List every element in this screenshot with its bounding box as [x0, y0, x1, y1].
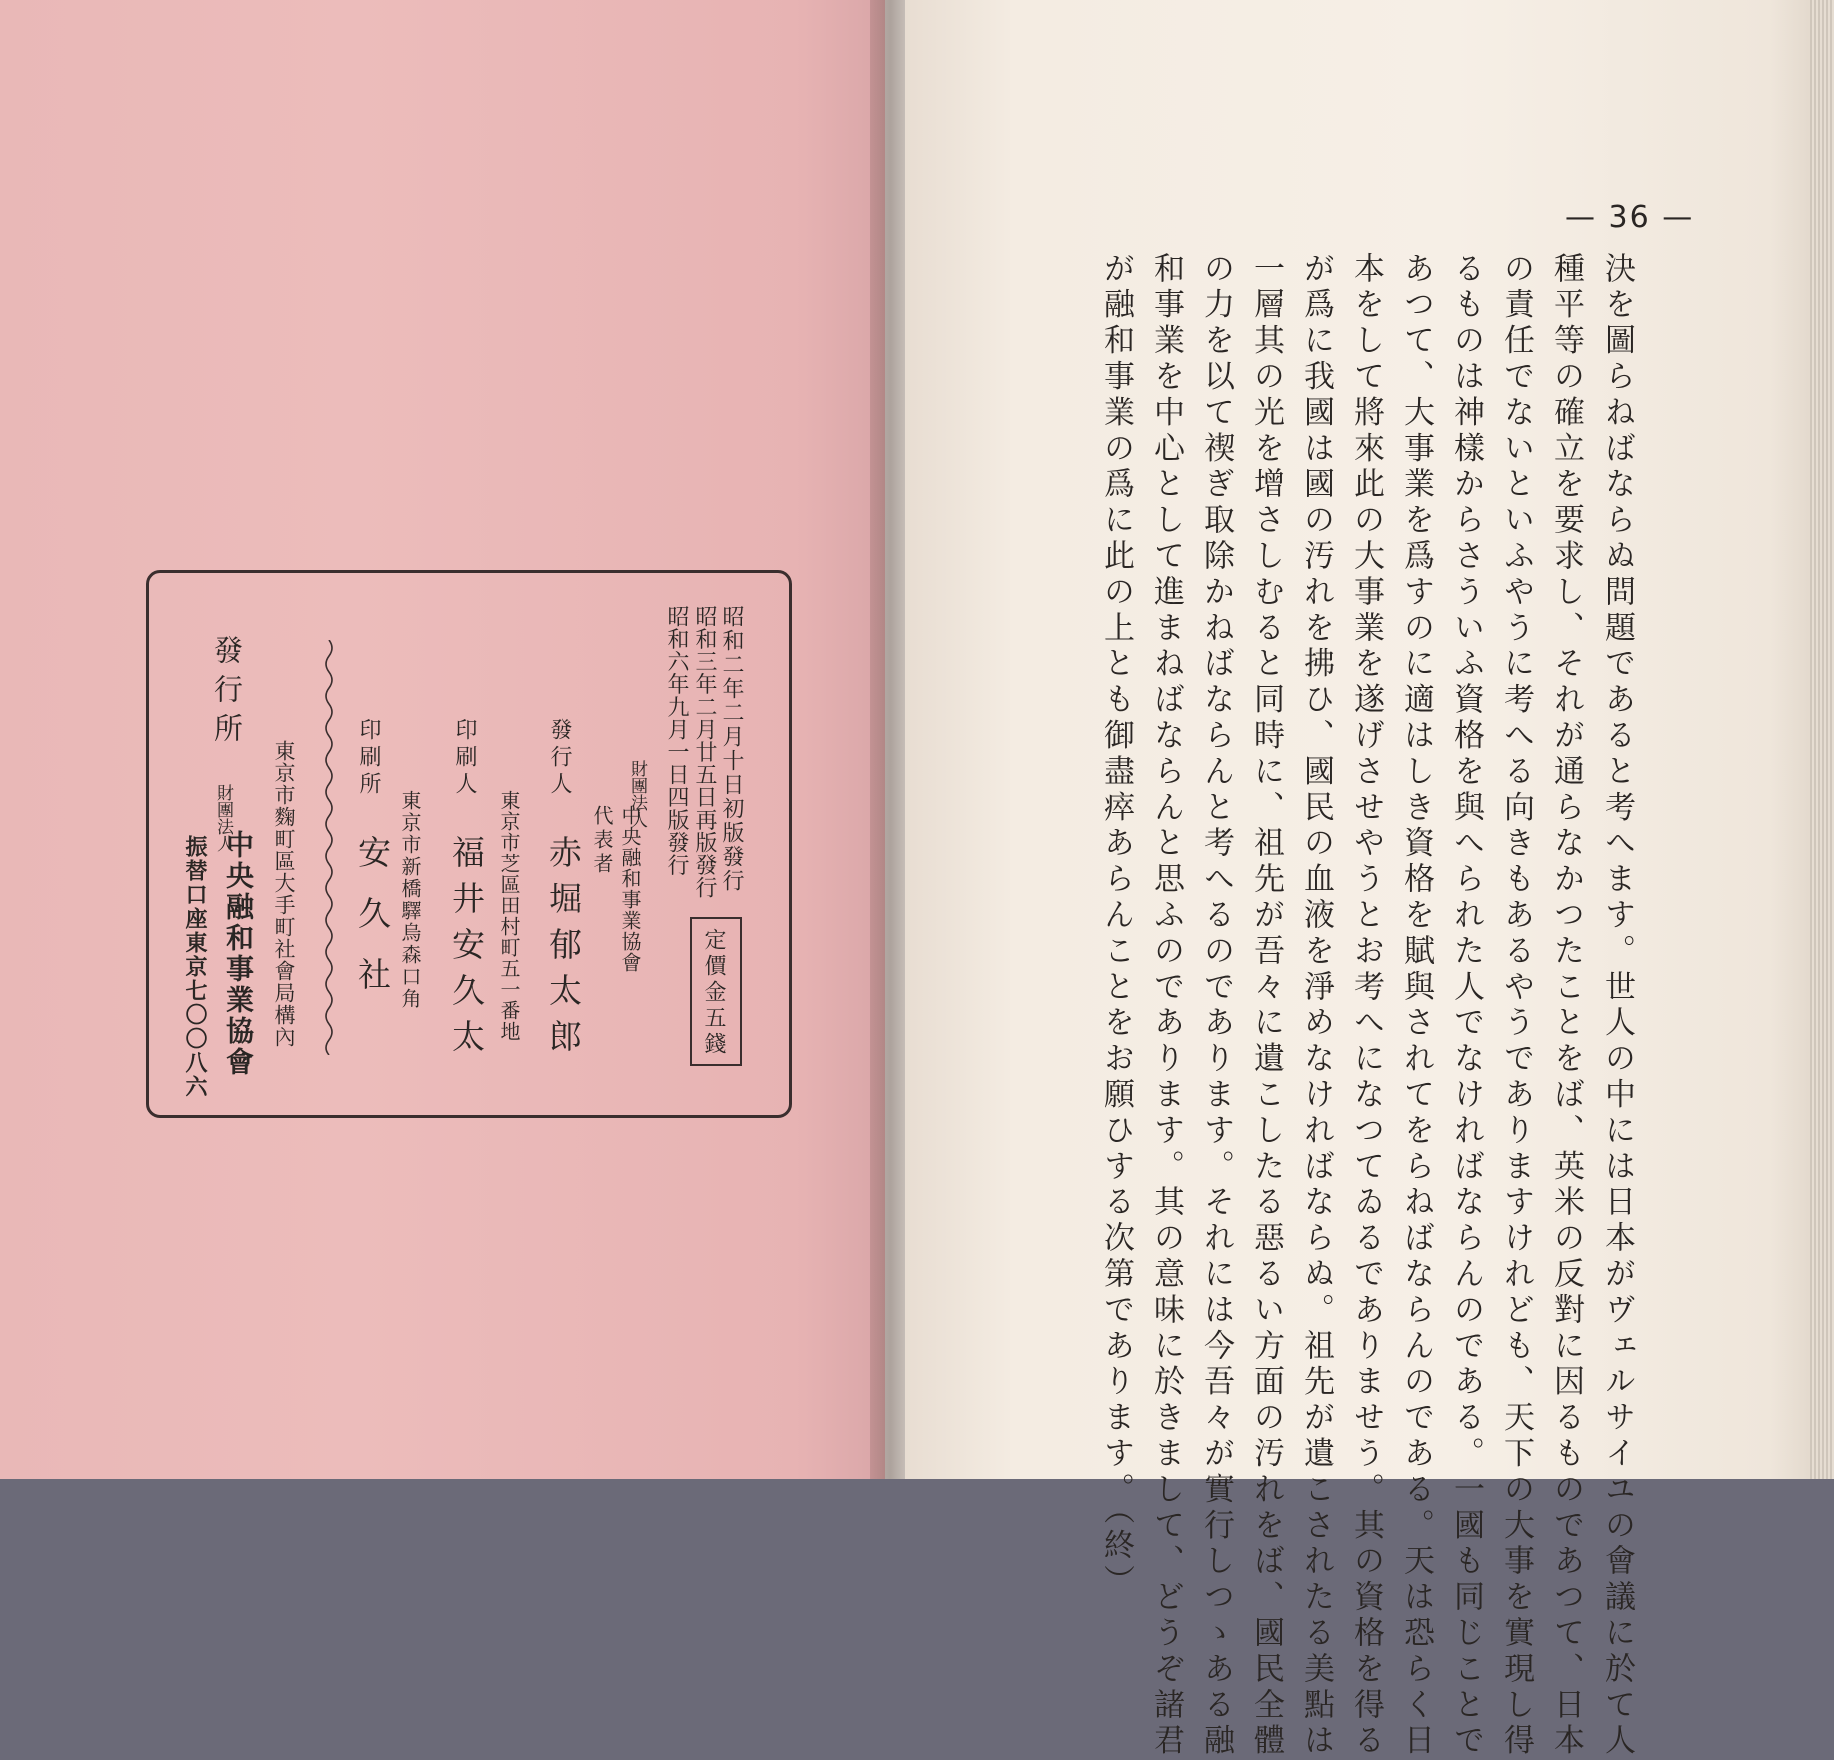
body-line: の力を以て禊ぎ取除かねばならんと考へるのであります。それには今吾々が實行しつゝある融 [1198, 252, 1234, 1760]
body-line: が爲に我國は國の汚れを拂ひ、國民の血液を淨めなければならぬ。祖先が遺こされたる美點は [1298, 252, 1334, 1760]
body-line: の責任でないといふやうに考へる向きもあるやうでありますけれども、天下の大事を實現し得 [1498, 252, 1534, 1760]
printer-name: 福井安久太 [447, 835, 486, 1065]
issuer-label: 發行所 [210, 635, 244, 752]
body-line: 一層其の光を增さしむると同時に、祖先が吾々に遺こしたる惡るい方面の汚れをば、國民全體 [1248, 252, 1284, 1760]
price-label: 定價金五錢 [701, 928, 726, 1058]
publisher-label: 發行人 [547, 718, 572, 799]
issuer-name: 中央融和事業協會 [222, 830, 255, 1078]
edition-date-1: 昭和二年二月十日初版發行 [719, 605, 744, 893]
print-shop-name: 安久社 [353, 835, 392, 1018]
transfer-account: 振替口座東京七〇〇八六 [182, 835, 208, 1099]
issuer-prefix: 財團法人 [213, 784, 233, 852]
print-shop-address: 東京市新橋驛烏森口角 [398, 790, 422, 1010]
print-shop-label: 印刷所 [356, 718, 381, 799]
representative-label: 代表者 [590, 805, 614, 877]
printer-label: 印刷人 [452, 718, 477, 799]
colophon-page [0, 0, 885, 1479]
body-line: 種平等の確立を要求し、それが通らなかつたことをば、英米の反對に因るものであつて、日本 [1548, 252, 1584, 1760]
wavy-divider [322, 640, 336, 1055]
body-line: 本をして將來此の大事業を遂げさせやうとお考へになつてゐるでありませう。其の資格を得る [1348, 252, 1384, 1760]
body-line: 決を圖らねばならぬ問題であると考へます。世人の中には日本がヴェルサイユの會議に於て人 [1599, 252, 1635, 1760]
body-line: あつて、大事業を爲すのに適はしき資格を賦與されてをらねばならんのである。天は恐らく日 [1398, 252, 1434, 1760]
edition-date-3: 昭和六年九月一日四版發行 [664, 605, 689, 877]
printer-address: 東京市芝區田村町五一番地 [497, 790, 521, 1042]
body-line: 和事業を中心として進まねばならんと思ふのであります。其の意味に於きまして、どうぞ諸君 [1148, 252, 1184, 1760]
publisher-org: 中央融和事業協會 [618, 805, 642, 973]
body-line: が融和事業の爲に此の上とも御盡瘁あらんことをお願ひする次第であります。（終） [1098, 252, 1134, 1601]
issuer-address: 東京市麴町區大手町社會局構內 [272, 740, 296, 1048]
page-number: — 36 — [1565, 200, 1695, 235]
publisher-org-prefix: 財團法人 [627, 760, 647, 828]
body-line: るものは神樣からさういふ資格を與へられた人でなければならんのである。一國も同じことで [1448, 252, 1484, 1760]
publisher-name: 赤堀郁太郎 [544, 835, 583, 1065]
page-edge [1810, 0, 1834, 1479]
edition-date-2: 昭和三年二月廿五日再版發行 [692, 605, 717, 899]
